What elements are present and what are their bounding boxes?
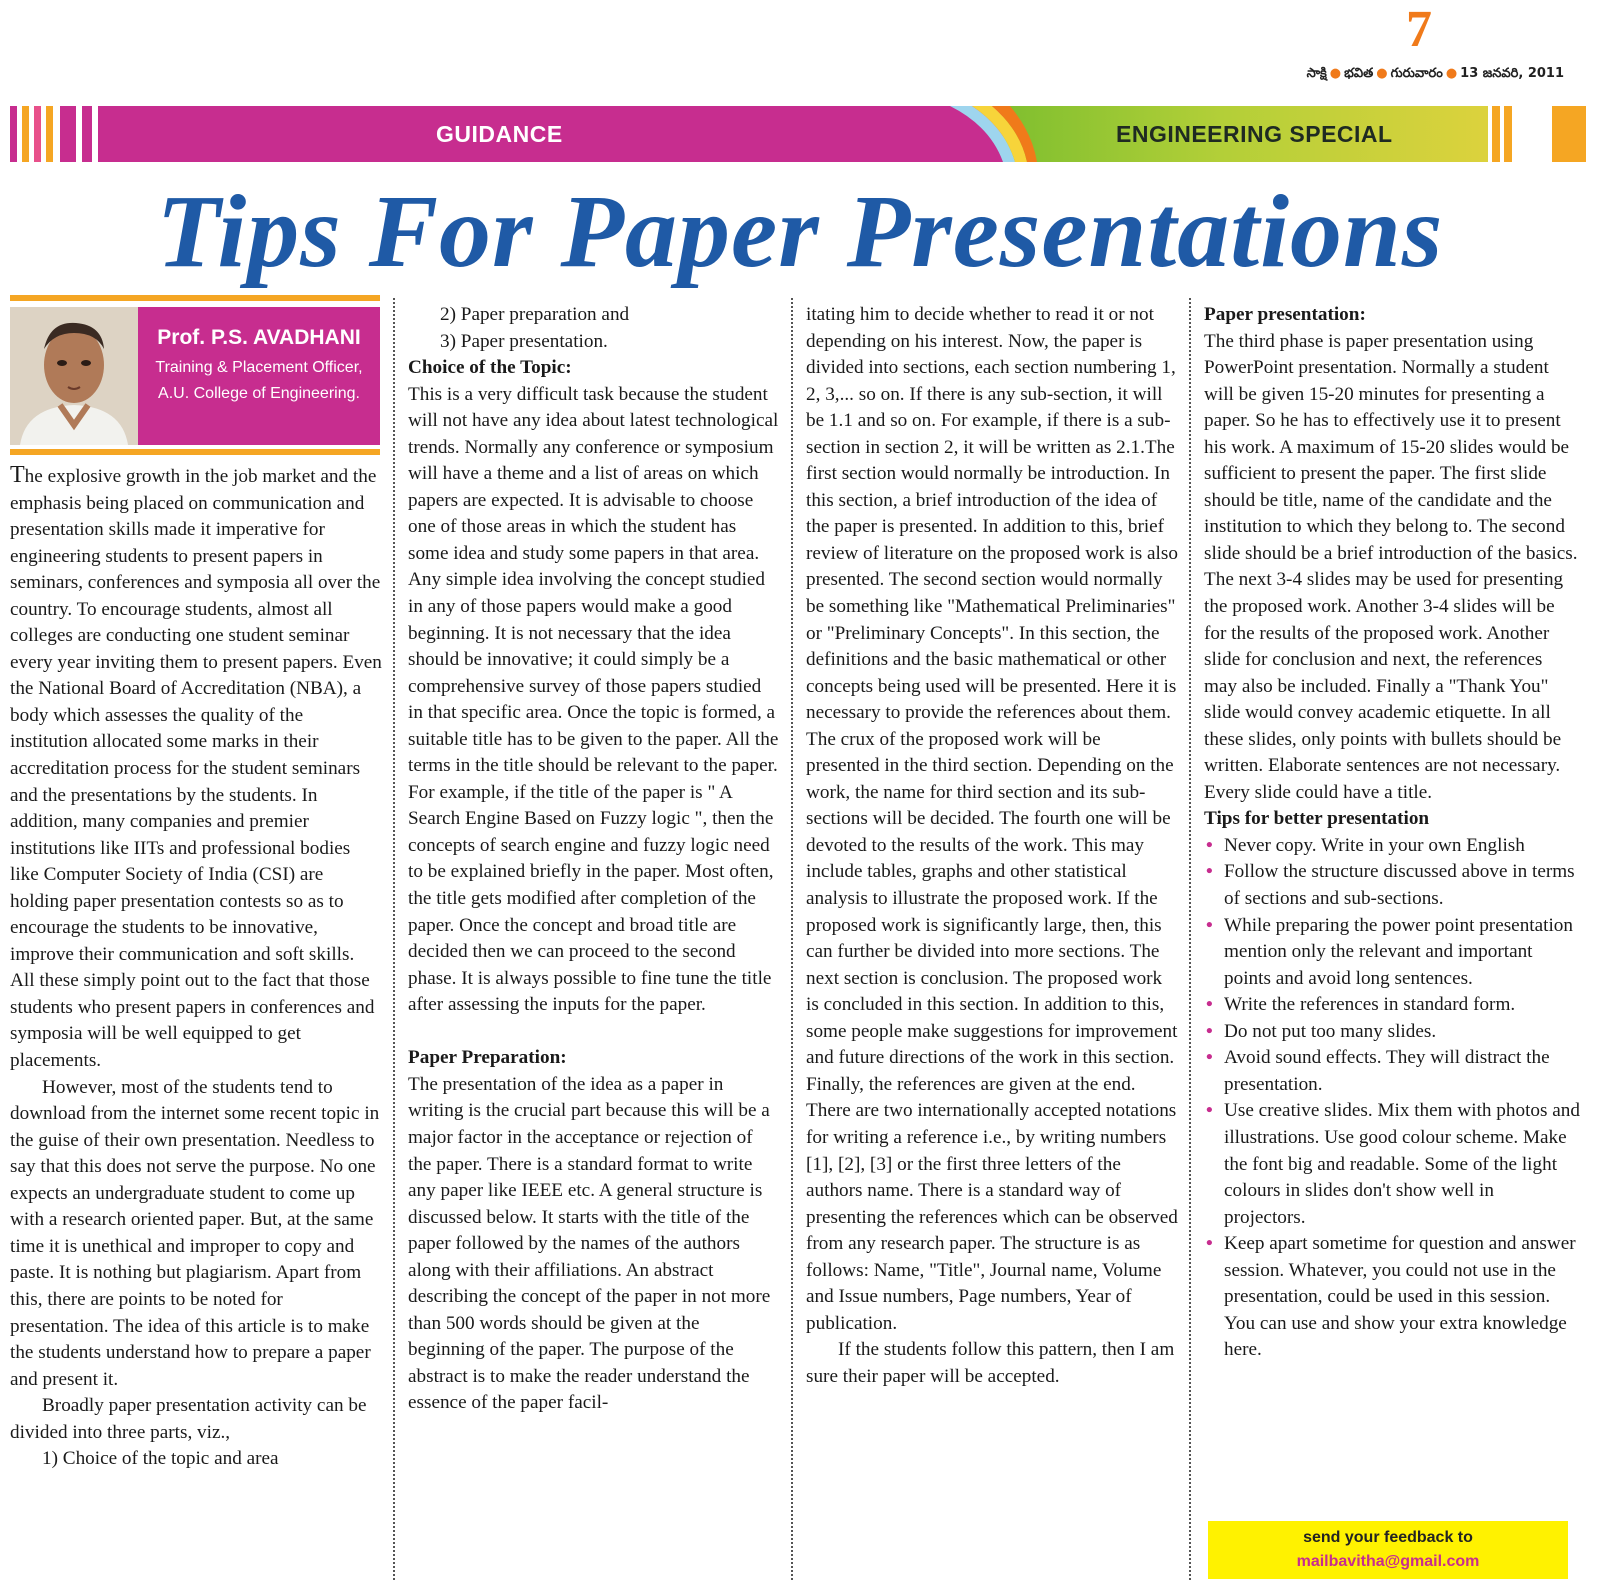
spacer xyxy=(408,1019,780,1046)
paragraph: The third phase is paper presentation using PowerPoint presentation. Normally a student will be given 15-20 minutes for presenting a paper. So he has to effectively use it to present his work. A maximum of 15-20 slides would be sufficient to present the paper. The first slide should be title, name of the candidate and the institution to which they belong to. The second slide should be a brief introduction of the basics. The next 3-4 slides may be used for presenting the proposed work. Another 3-4 slides will be for the results of the proposed work. Another slide for conclusion and next, the references may also be included. Finally a "Thank You" slide would convey academic etiquette. In all these slides, only points with bullets should be written. Elaborate sentences are not necessary. Every slide could have a title. xyxy=(1204,330,1578,803)
banner-stripe xyxy=(34,106,41,162)
banner-stripe xyxy=(60,106,76,162)
banner-stripe xyxy=(22,106,29,162)
section-name: భవిత xyxy=(1344,66,1374,81)
article-column-4 xyxy=(1204,302,1580,1364)
author-card xyxy=(138,307,380,445)
feedback-label: send your feedback to xyxy=(1303,1529,1473,1546)
author-photo xyxy=(10,307,138,445)
paragraph: Broadly paper presentation activity can be divided into three parts, viz., xyxy=(10,1395,367,1443)
banner-swoosh-graphic xyxy=(880,106,1080,162)
list-item: • Do not put too many slides. xyxy=(1204,1019,1580,1046)
author-role-line2: A.U. College of Engineering. xyxy=(158,385,360,402)
banner-label-guidance: GUIDANCE xyxy=(436,121,563,147)
author-name: Prof. P.S. AVADHANI xyxy=(157,326,361,349)
bullet-dot-icon: ● xyxy=(1445,66,1458,81)
paragraph xyxy=(10,462,382,1075)
article-title: Tips For Paper Presentations xyxy=(156,174,1444,289)
article-column-1 xyxy=(10,462,382,1473)
author-box-rule xyxy=(10,449,380,455)
list-item: 2) Paper preparation and xyxy=(440,304,630,325)
list-item: • Never copy. Write in your own English xyxy=(1204,833,1580,860)
issue-date: 13 జనవరి, 2011 xyxy=(1460,66,1564,81)
feedback-email-link[interactable]: mailbavitha@gmail.com xyxy=(1296,1553,1480,1570)
banner-stripe xyxy=(1520,106,1530,162)
author-box-rule xyxy=(10,295,380,301)
feedback-box xyxy=(1208,1521,1568,1579)
list-item: • Follow the structure discussed above in terms of sections and sub-sections. xyxy=(1204,859,1580,912)
bullet-dot-icon: ● xyxy=(1329,66,1342,81)
banner-stripe xyxy=(10,106,17,162)
author-role-line1: Training & Placement Officer, xyxy=(155,359,363,376)
column-divider xyxy=(393,298,395,1580)
list-item: • Keep apart sometime for question and answer session. Whatever, you could not use in the presentation, could be used in this session. You can use and show your extra knowledge here. xyxy=(1204,1231,1580,1364)
paragraph: If the students follow this pattern, then I am sure their paper will be accepted. xyxy=(806,1339,1175,1387)
banner-label-engineering-special: ENGINEERING SPECIAL xyxy=(1116,121,1393,147)
paragraph: However, most of the students tend to download from the internet some recent topic in the guise of their own presentation. Needless to say that this does not serve the purpose. No one expects an undergraduate student to come up with a research oriented paper. But, at the same time it is unethical and improper to copy and paste. It is nothing but plagiarism. Apart from this, there are points to be noted for presentation. The idea of this article is to make the students understand how to prepare a paper and present it. xyxy=(10,1076,380,1390)
author-box xyxy=(10,295,380,457)
tips-list xyxy=(1204,833,1580,1364)
list-item: 3) Paper presentation. xyxy=(440,330,608,352)
paragraph: The presentation of the idea as a paper in writing is the crucial part because this will be a major factor in the acceptance or rejection of the paper. There is a standard format to write any paper like IEEE etc. A general structure is discussed below. It starts with the title of the paper followed by the names of the authors along with their affiliations. An abstract describing the concept of the paper in not more than 500 words should be given at the beginning of the paper. The purpose of the abstract is to make the reader understand the essence of the paper facil- xyxy=(408,1073,771,1414)
list-item: • Use creative slides. Mix them with photos and illustrations. Use good colour scheme. Make the font big and readable. Some of the light colours in slides don't show well in projectors. xyxy=(1204,1098,1580,1231)
banner-stripe xyxy=(1504,106,1512,162)
banner-stripe xyxy=(1492,106,1500,162)
banner-stripe xyxy=(46,106,53,162)
drop-cap: T xyxy=(10,462,25,488)
list-item: • Write the references in standard form. xyxy=(1204,992,1580,1019)
section-heading: Paper presentation: xyxy=(1204,304,1366,325)
paragraph-text: he explosive growth in the job market and the emphasis being placed on communication and presentation skills made it imperative for engineering students to present papers in seminars, conferences and symposia all over the country. To encourage students, almost all colleges are conducting one student seminar every year inviting them to present papers. Even the National Board of Accreditation (NBA), a body which assesses the quality of the institution allocated some marks in their accreditation process for the student seminars and the presentations by the students. In addition, many companies and premier institutions like IITs and professional bodies like Computer Society of India (CSI) are holding paper presentation contests so as to encourage the students to be innovative, improve their communication and soft skills. All these simply point out to the fact that those students who present papers in conferences and symposia will be well equipped to get placements. xyxy=(10,466,382,1072)
list-item: • While preparing the power point presentation mention only the relevant and important points and avoid long sentences. xyxy=(1204,913,1580,993)
section-heading: Choice of the Topic: xyxy=(408,357,572,379)
section-heading: Tips for better presentation xyxy=(1204,808,1430,830)
paragraph: This is a very difficult task because the student will not have any idea about latest technological trends. Normally any conference or symposium will have a theme and a list of areas on which papers are expected. It is advisable to choose one of those areas in which the student has some idea and study some papers in that area. Any simple idea involving the concept studied in any of those papers would make a good beginning. It is not necessary that the idea should be innovative; it could simply be a comprehensive survey of those papers studied in that specific area. Once the topic is formed, a suitable title has to be given to the paper. All the terms in the title should be relevant to the paper. For example, if the title of the paper is " A Search Engine Based on Fuzzy logic ", then the concepts of search engine and fuzzy logic need to be explained briefly in the paper. Most often, the title gets modified after completion of the paper. Once the concept and broad title are decided then we can proceed to the second phase. It is always possible to fine tune the title after assessing the inputs for the paper. xyxy=(408,383,779,1016)
banner-stripe xyxy=(1552,106,1586,162)
section-banner xyxy=(0,106,1600,162)
article-column-3 xyxy=(806,302,1178,1390)
page-number: 7 xyxy=(1406,1,1432,58)
weekday: గురువారం xyxy=(1390,66,1443,81)
paragraph: itating him to decide whether to read it or not depending on his interest. Now, the paper is divided into sections, each section numbering 1, 2, 3,... so on. If there is any sub-section, it will be 1.1 and so on. For example, if there is a sub-section in section 2, it will be written as 2.1.The first section would normally be introduction. In this section, a brief introduction of the idea of the paper is presented. In addition to this, brief review of literature on the proposed work is also presented. The second section would normally be something like "Mathematical Preliminaries" or "Preliminary Concepts". In this section, the definitions and the basic mathematical or other concepts being used will be presented. Here it is necessary to provide the references about them. The crux of the proposed work will be presented in the third section. Depending on the work, the name for third section and its sub-sections will be decided. The fourth one will be devoted to the results of the work. This may include tables, graphs and other statistical analysis to illustrate the proposed work. If the proposed work is significantly large, then, this can further be divided into more sections. The next section is conclusion. The proposed work is concluded in this section. In addition to this, some people make suggestions for improvement and future directions of the work in this section. Finally, the references are given at the end. There are two internationally accepted notations for writing a reference i.e., by writing numbers [1], [2], [3] or the first three letters of the authors name. There is a standard way of presenting the references which can be observed from any research paper. The structure is as follows: Name, "Title", Journal name, Volume and Issue numbers, Page numbers, Year of publication. xyxy=(806,304,1178,1334)
article-column-2 xyxy=(408,302,780,1417)
column-divider xyxy=(791,298,793,1580)
banner-stripe xyxy=(82,106,92,162)
section-heading: Paper Preparation: xyxy=(408,1047,567,1069)
bullet-dot-icon: ● xyxy=(1376,66,1388,81)
author-portrait-icon xyxy=(10,307,138,445)
list-item: • Avoid sound effects. They will distract the presentation. xyxy=(1204,1045,1580,1098)
list-item: 1) Choice of the topic and area xyxy=(42,1448,279,1470)
column-divider xyxy=(1189,298,1191,1580)
dateline xyxy=(1307,66,1564,84)
publication-name: సాక్షి xyxy=(1306,66,1327,81)
